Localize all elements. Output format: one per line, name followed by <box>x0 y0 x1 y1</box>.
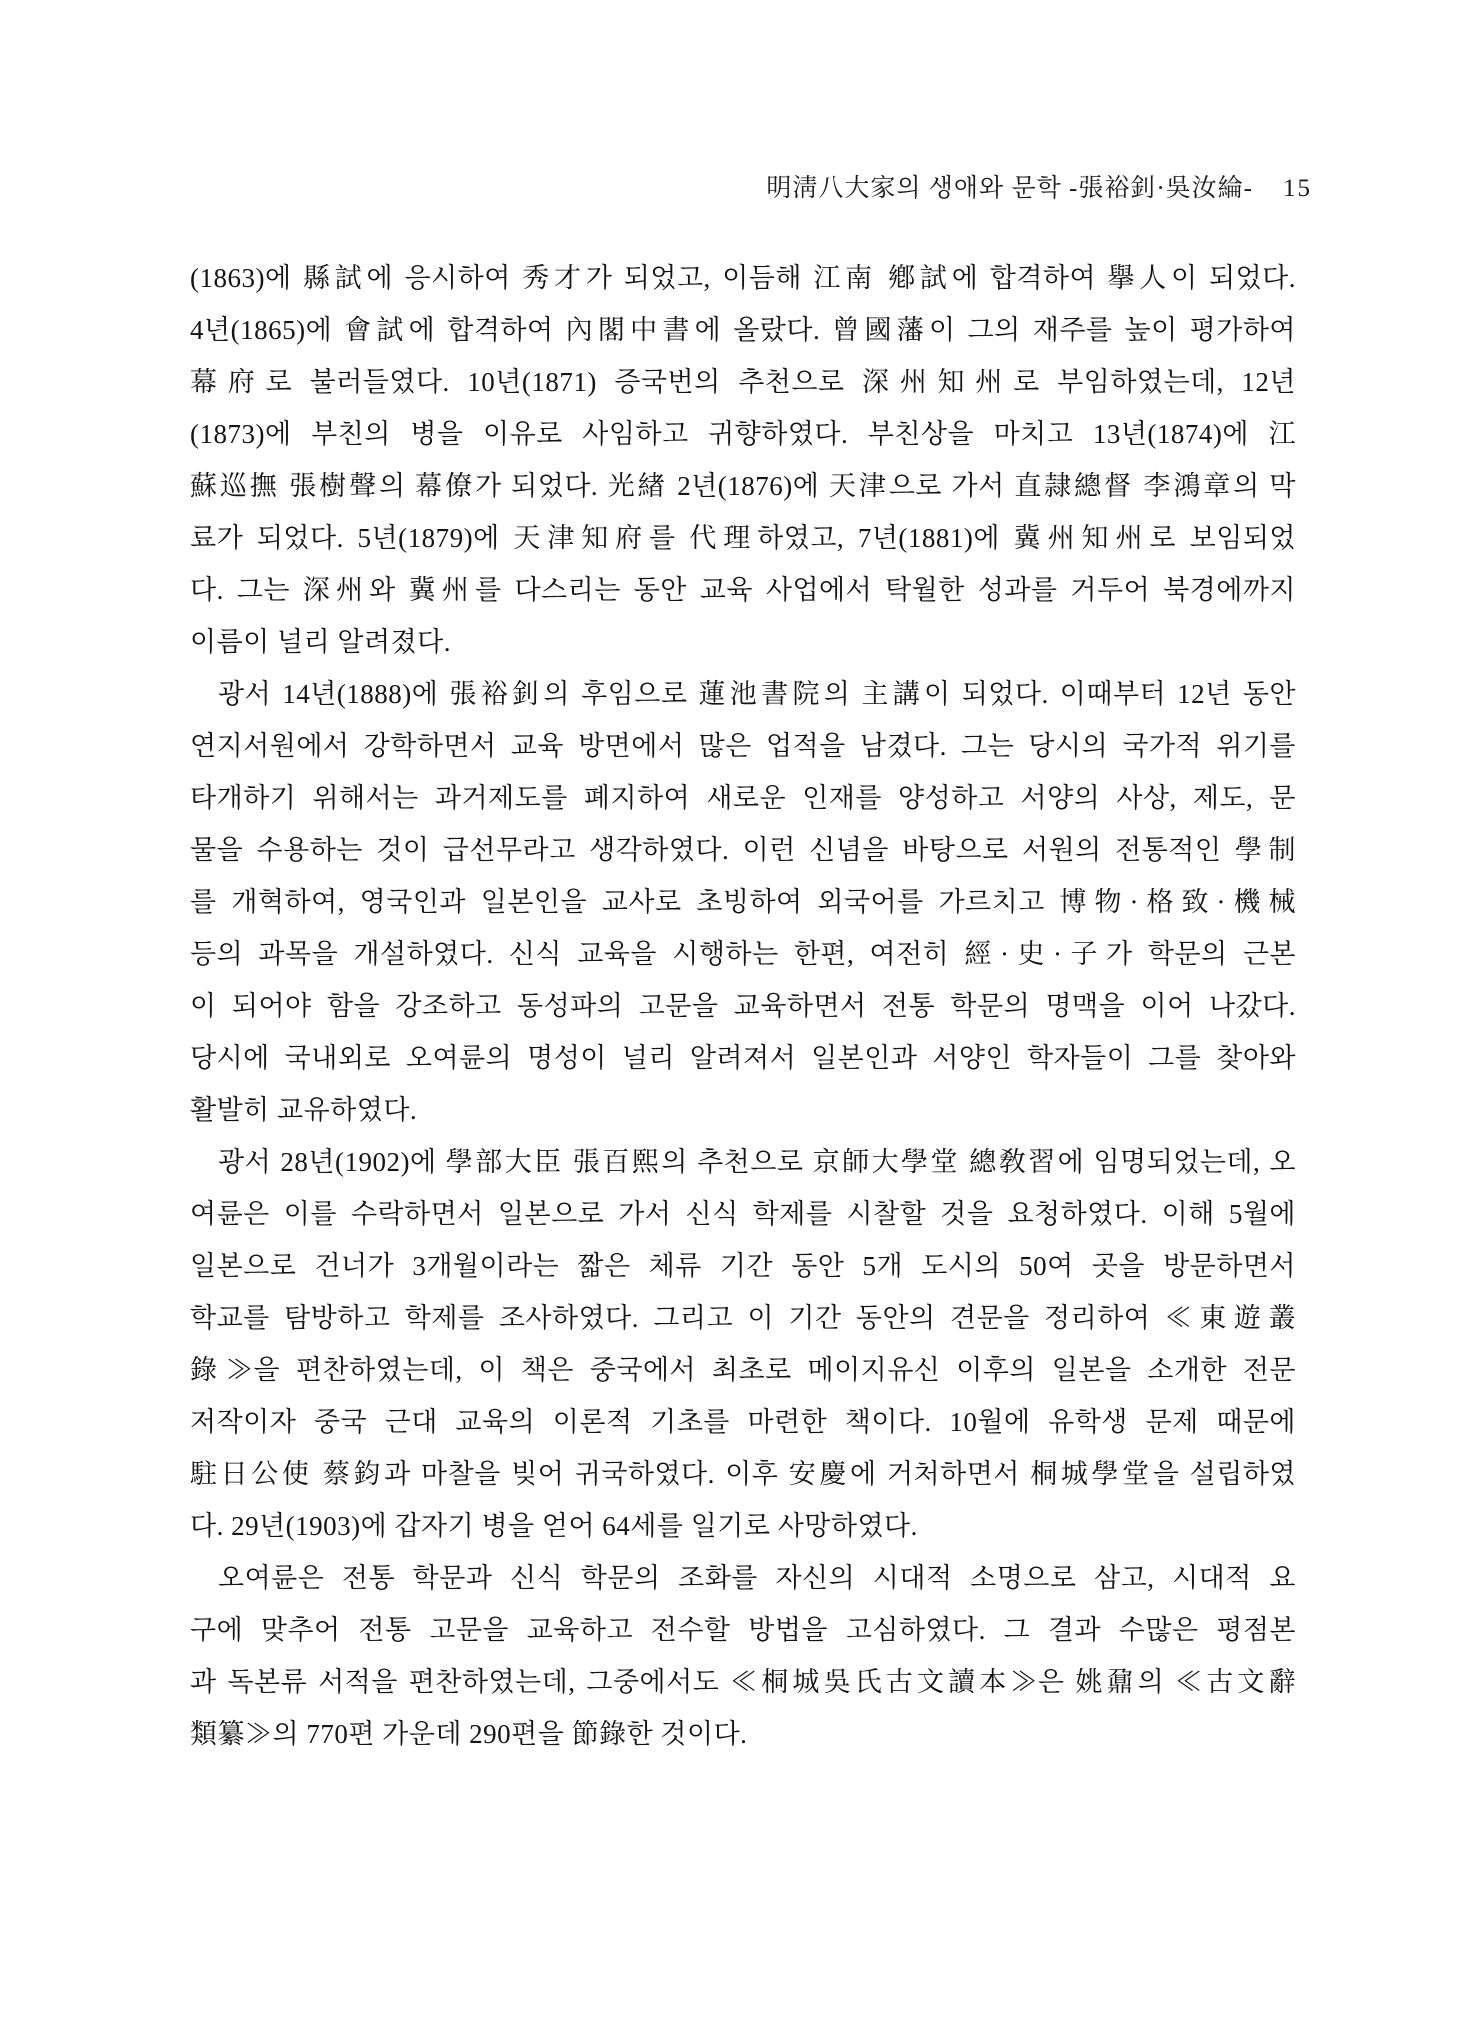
text-line: 여륜은 이를 수락하면서 일본으로 가서 신식 학제를 시찰할 것을 요청하였다. 이해 5월에 <box>190 1199 1296 1229</box>
text-line: 등의 과목을 개설하였다. 신식 교육을 시행하는 한편, 여전히 經·史·子가 학문의 근본 <box>190 939 1296 969</box>
text-line: 당시에 국내외로 오여륜의 명성이 널리 알려져서 일본인과 서양인 학자들이 그를 찾아와 <box>190 1043 1296 1073</box>
text-line: 類纂≫의 770편 가운데 290편을 節錄한 것이다. <box>190 1719 748 1749</box>
paragraph <box>190 1136 1296 1552</box>
text-line: 오여륜은 전통 학문과 신식 학문의 조화를 자신의 시대적 소명으로 삼고, 시대적 요 <box>218 1563 1296 1593</box>
text-line: 蘇巡撫 張樹聲의 幕僚가 되었다. 光緖 2년(1876)에 天津으로 가서 直隷總督 李鴻章의 막 <box>190 471 1296 501</box>
text-line: 광서 14년(1888)에 張裕釗의 후임으로 蓮池書院의 主講이 되었다. 이때부터 12년 동안 <box>218 679 1296 709</box>
text-line: 과 독본류 서적을 편찬하였는데, 그중에서도 ≪桐城吳氏古文讀本≫은 姚鼐의 ≪古文辭 <box>190 1667 1296 1697</box>
paragraph <box>190 1552 1296 1760</box>
text-line: 이름이 널리 알려졌다. <box>190 627 451 657</box>
text-line: 錄≫을 편찬하였는데, 이 책은 중국에서 최초로 메이지유신 이후의 일본을 소개한 전문 <box>190 1355 1296 1385</box>
text-line: 타개하기 위해서는 과거제도를 폐지하여 새로운 인재를 양성하고 서양의 사상, 제도, 문 <box>190 783 1296 813</box>
text-line: 일본으로 건너가 3개월이라는 짧은 체류 기간 동안 5개 도시의 50여 곳을 방문하면서 <box>190 1251 1296 1281</box>
text-line: 구에 맞추어 전통 고문을 교육하고 전수할 방법을 고심하였다. 그 결과 수많은 평점본 <box>190 1615 1296 1645</box>
text-line: 다. 그는 深州와 冀州를 다스리는 동안 교육 사업에서 탁월한 성과를 거두어 북경에까지 <box>190 575 1296 605</box>
text-line: 를 개혁하여, 영국인과 일본인을 교사로 초빙하여 외국어를 가르치고 博物·格致·機械 <box>190 887 1296 917</box>
text-line: 저작이자 중국 근대 교육의 이론적 기초를 마련한 책이다. 10월에 유학생 문제 때문에 <box>190 1407 1296 1437</box>
body-text <box>190 252 1296 1760</box>
text-line: 활발히 교유하였다. <box>190 1095 418 1125</box>
text-line: 이 되어야 함을 강조하고 동성파의 고문을 교육하면서 전통 학문의 명맥을 이어 나갔다. <box>190 991 1296 1021</box>
paragraph <box>190 668 1296 1136</box>
text-line: 학교를 탐방하고 학제를 조사하였다. 그리고 이 기간 동안의 견문을 정리하여 ≪東遊叢 <box>190 1303 1296 1333</box>
page-number: 15 <box>1283 175 1312 202</box>
paragraph <box>190 252 1296 668</box>
text-line: (1863)에 縣試에 응시하여 秀才가 되었고, 이듬해 江南 鄕試에 합격하여 擧人이 되었다. <box>190 263 1296 293</box>
running-title: 明淸八大家의 생애와 문학 -張裕釗·吳汝綸- <box>766 175 1253 202</box>
text-line: 다. 29년(1903)에 갑자기 병을 얻어 64세를 일기로 사망하였다. <box>190 1511 918 1541</box>
text-line: 駐日公使 蔡鈞과 마찰을 빚어 귀국하였다. 이후 安慶에 거처하면서 桐城學堂을 설립하였 <box>190 1459 1296 1489</box>
text-line: 광서 28년(1902)에 學部大臣 張百熙의 추천으로 京師大學堂 總敎習에 임명되었는데, 오 <box>218 1147 1296 1177</box>
text-line: 료가 되었다. 5년(1879)에 天津知府를 代理하였고, 7년(1881)에 冀州知州로 보임되었 <box>190 523 1296 553</box>
text-line: 幕府로 불러들였다. 10년(1871) 증국번의 추천으로 深州知州로 부임하였는데, 12년 <box>190 367 1296 397</box>
text-line: (1873)에 부친의 병을 이유로 사임하고 귀향하였다. 부친상을 마치고 13년(1874)에 江 <box>190 419 1296 449</box>
text-line: 4년(1865)에 會試에 합격하여 內閣中書에 올랐다. 曾國藩이 그의 재주를 높이 평가하여 <box>190 315 1296 345</box>
text-line: 물을 수용하는 것이 급선무라고 생각하였다. 이런 신념을 바탕으로 서원의 전통적인 學制 <box>190 835 1296 865</box>
text-line: 연지서원에서 강학하면서 교육 방면에서 많은 업적을 남겼다. 그는 당시의 국가적 위기를 <box>190 731 1296 761</box>
page-header <box>766 172 1312 206</box>
